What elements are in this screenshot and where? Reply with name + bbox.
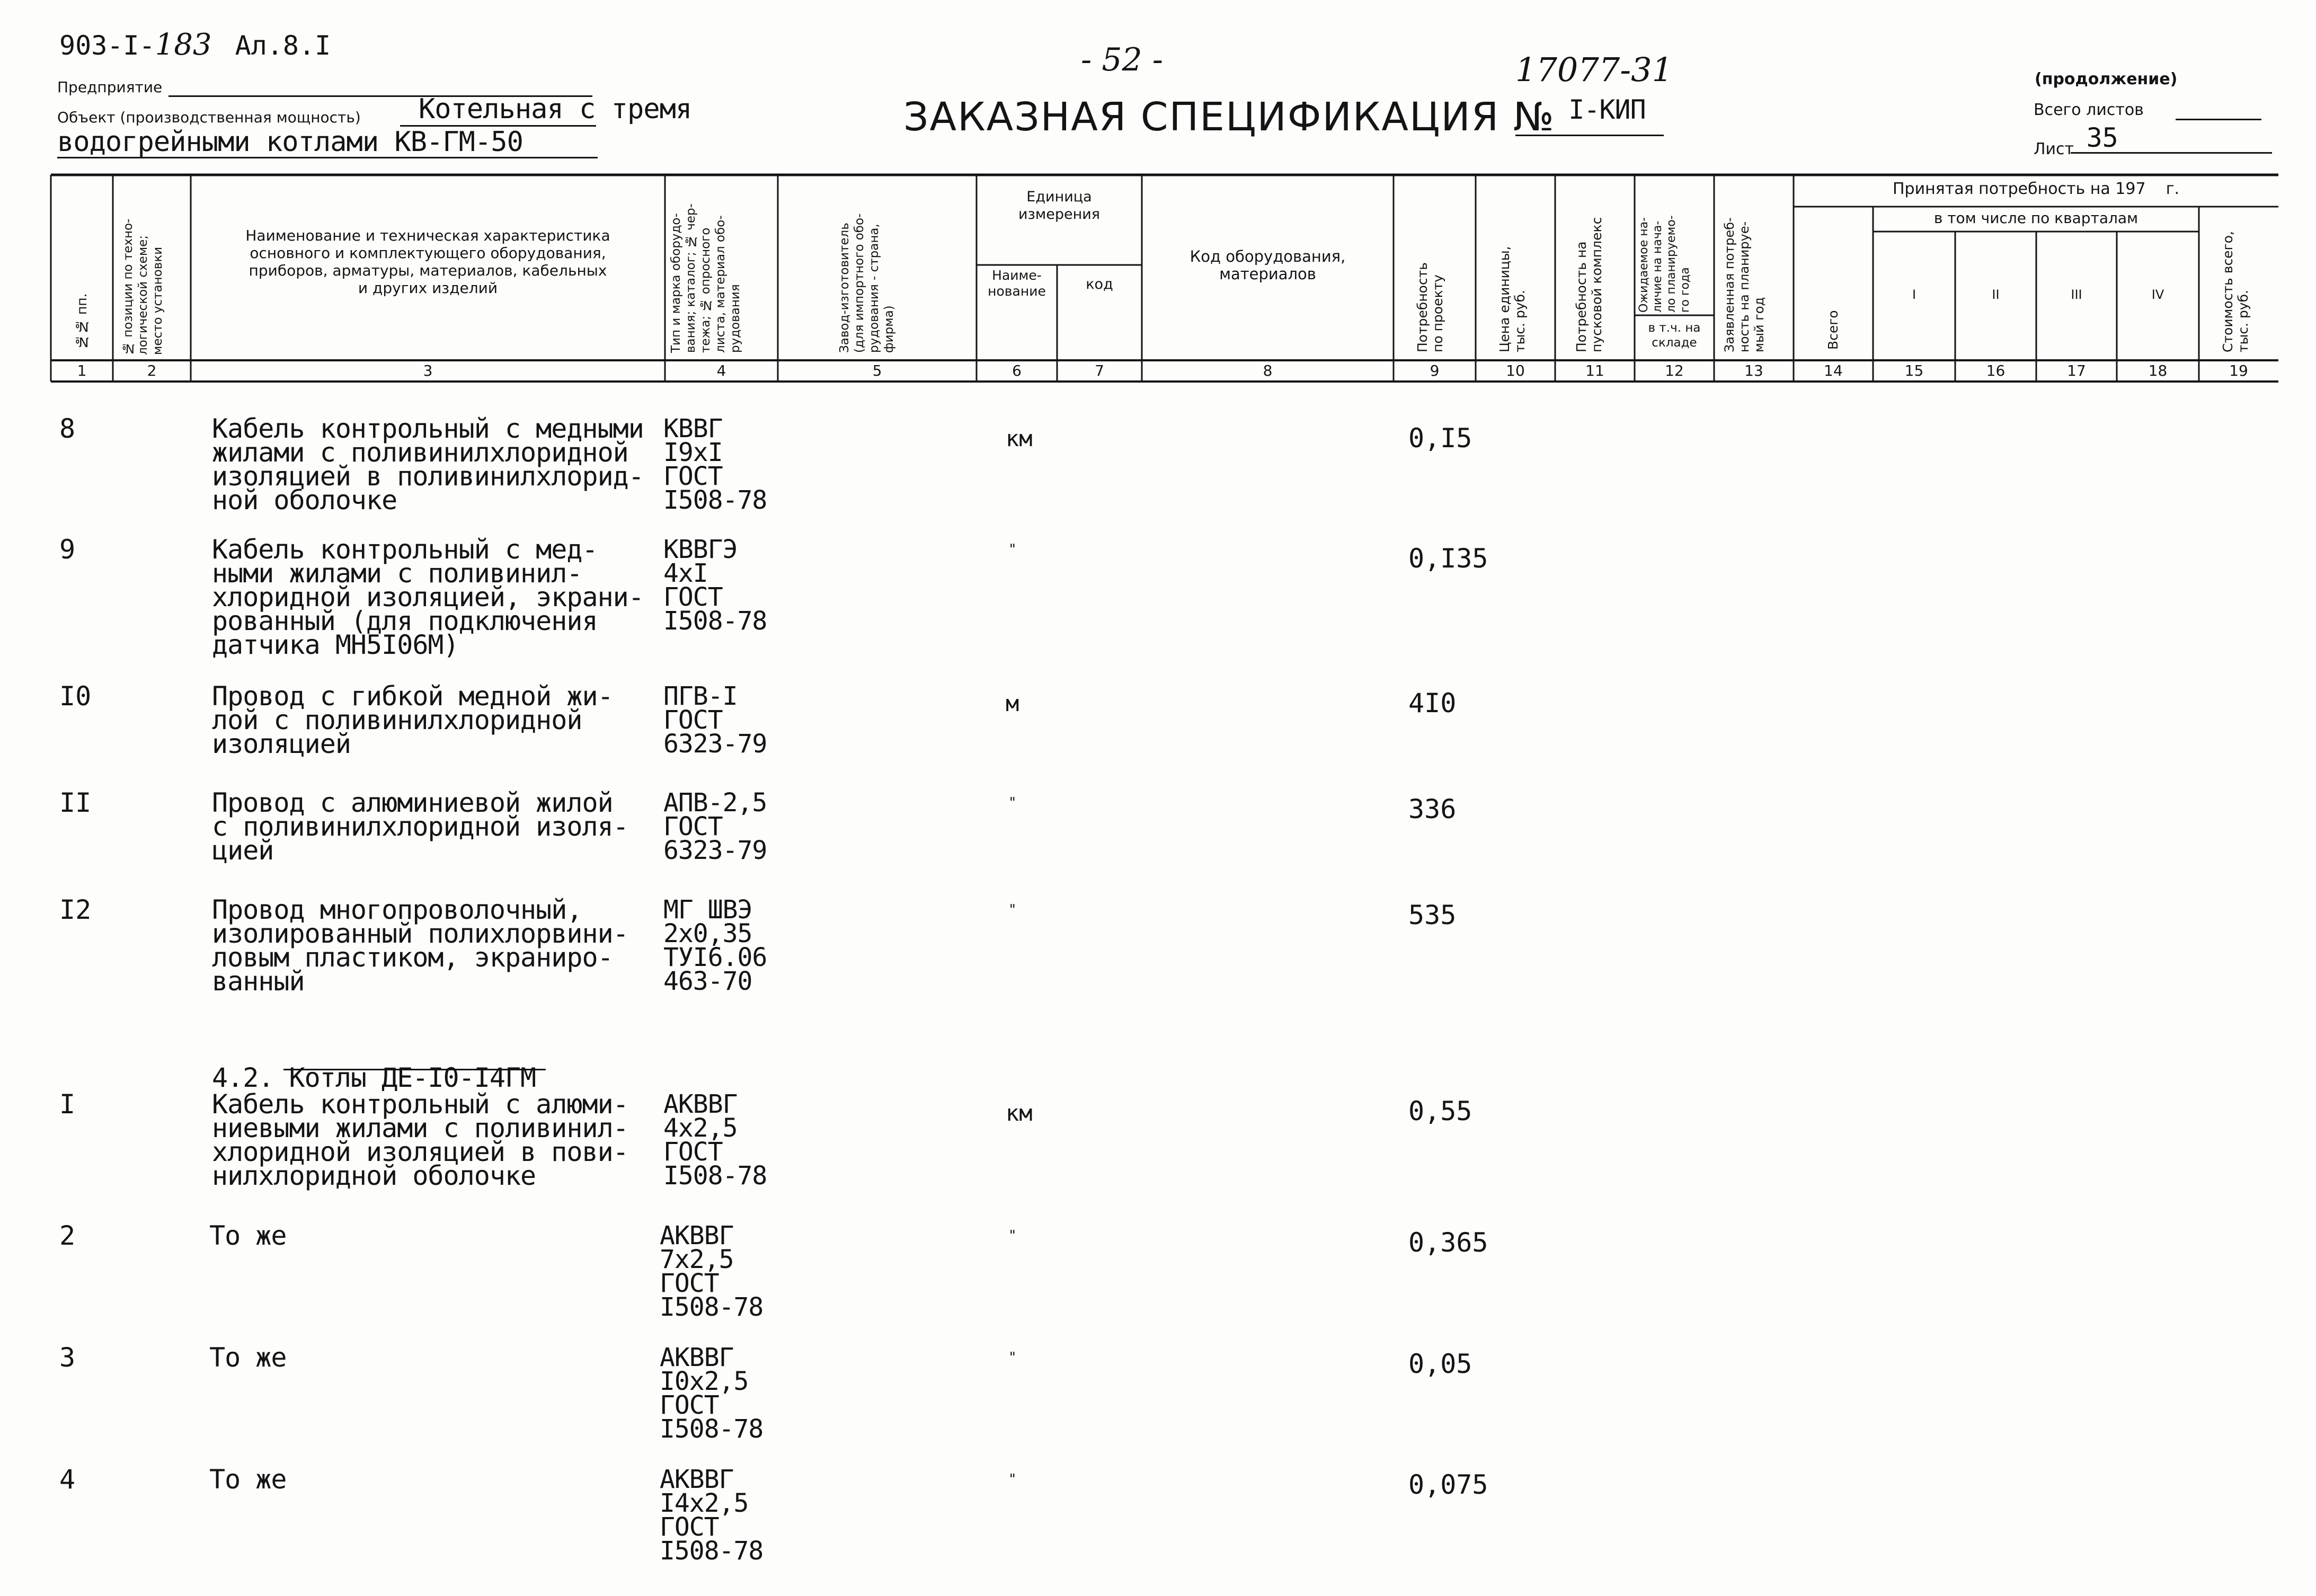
colnum-4: 4: [716, 362, 726, 379]
object-underline-2: [57, 157, 598, 158]
header-col-9: Потребность по проекту: [1415, 262, 1445, 352]
header-col-1: №№ пп.: [74, 293, 90, 350]
row-type: КВВГЭ 4xI ГОСТ I508-78: [663, 535, 767, 636]
header-col-12a: Ожидаемое на- личие на нача- ло планируемо- го года: [1637, 215, 1692, 313]
object-label: Объект (производственная мощность): [57, 109, 361, 126]
row-quantity: 4I0: [1408, 688, 1457, 719]
page-number: - 52 -: [1081, 41, 1164, 78]
row-quantity: 0,05: [1408, 1349, 1472, 1379]
header-col-7: код: [1086, 276, 1113, 292]
row-unit: ": [1008, 902, 1017, 918]
header-accepted: Принятая потребность на 197 г.: [1892, 180, 2180, 198]
colnum-16: 16: [1986, 362, 2006, 379]
row-number: I: [59, 1089, 76, 1120]
row-quantity: 0,55: [1408, 1096, 1472, 1127]
row-number: 8: [59, 413, 76, 444]
colnum-11: 11: [1585, 362, 1604, 379]
row-unit: ": [1008, 1350, 1017, 1366]
row-type: КВВГ I9xI ГОСТ I508-78: [663, 414, 767, 515]
row-number: II: [59, 787, 92, 818]
row-name: Кабель контрольный с мед- ными жилами с поливинил- хлоридной изоляцией, экрани- рованный (для подключения датчика МН5I06М): [212, 534, 644, 660]
row-name: Провод с гибкой медной жи- лой с поливинилхлоридной изоляцией: [212, 681, 613, 759]
colnum-6: 6: [1012, 362, 1022, 379]
row-quantity: 0,I35: [1408, 543, 1488, 574]
header-q2: II: [1992, 287, 2000, 302]
row-name: Кабель контрольный с алюми- ниевыми жилами с поливинил- хлоридной изоляцией в пови- нилхлоридной оболочке: [212, 1089, 628, 1191]
header-q1: I: [1912, 287, 1916, 302]
row-type: ПГВ-I ГОСТ 6323-79: [663, 681, 767, 759]
row-unit: км: [1006, 1100, 1033, 1126]
row-name: То же: [209, 1464, 287, 1495]
colnum-15: 15: [1904, 362, 1924, 379]
row-type: АКВВГ I4x2,5 ГОСТ I508-78: [660, 1465, 764, 1566]
colnum-9: 9: [1430, 362, 1440, 379]
section-title: 4.2. Котлы ДЕ-I0-I4ГМ: [212, 1062, 536, 1093]
row-unit: ": [1008, 542, 1017, 557]
row-quantity: 0,365: [1408, 1227, 1488, 1258]
row-unit: ": [1008, 795, 1017, 811]
row-name: То же: [209, 1220, 287, 1251]
header-q4: IV: [2151, 287, 2164, 302]
colnum-5: 5: [872, 362, 882, 379]
doc-code-handwritten: 183: [155, 28, 212, 62]
row-number: 9: [59, 534, 76, 565]
sheet: Лист 35: [2034, 130, 2272, 161]
header-col-14: Всего: [1825, 310, 1841, 350]
object-value-1: Котельная с тремя: [419, 93, 692, 125]
row-type: АКВВГ 4x2,5 ГОСТ I508-78: [663, 1089, 767, 1191]
row-unit: ": [1008, 1228, 1017, 1244]
doc-code-prefix: 903-I-: [59, 30, 155, 61]
colnum-8: 8: [1263, 362, 1273, 379]
header-q3: III: [2071, 287, 2082, 302]
total-sheets: Всего листов: [2034, 101, 2261, 119]
header-col-3: Наименование и техническая характеристика основного и комплектующего оборудования, приборов, арматуры, материалов, кабельных и других изделий: [245, 227, 610, 297]
row-name: Провод с алюминиевой жилой с поливинилхлоридной изоля- цией: [212, 787, 628, 866]
section-title-underline: [283, 1069, 546, 1070]
continuation-label: (продолжение): [2035, 70, 2178, 88]
header-quarters: в том числе по кварталам: [1933, 209, 2138, 227]
spec-title: [903, 94, 1646, 140]
row-quantity: 0,075: [1408, 1469, 1488, 1500]
header-col-6: Наиме- нование: [988, 268, 1046, 299]
colnum-1: 1: [77, 362, 87, 379]
header-unit-group: Единица измерения: [1018, 189, 1101, 223]
colnum-3: 3: [423, 362, 433, 379]
row-name: Провод многопроволочный, изолированный полихлорвини- ловым пластиком, экраниро- ванный: [212, 894, 628, 997]
enterprise-label: Предприятие: [57, 78, 592, 97]
sheet-underline: [2071, 152, 2272, 154]
row-name: Кабель контрольный с медными жилами с поливинилхлоридной изоляцией в поливинилхлорид- ной оболочке: [212, 413, 644, 516]
header-col-11: Потребность на пусковой комплекс: [1574, 217, 1604, 352]
row-unit: км: [1006, 425, 1033, 451]
row-number: I2: [59, 894, 92, 925]
sheet-number: 35: [2086, 122, 2118, 153]
row-number: 2: [59, 1220, 76, 1251]
row-unit: ": [1008, 1471, 1017, 1487]
colnum-2: 2: [147, 362, 157, 379]
header-col-4: Тип и марка оборудо- вания; каталог; № чер- тежа; № опросного листа, материал обо- рудования: [669, 203, 742, 353]
colnum-19: 19: [2229, 362, 2248, 379]
header-col-10: Цена единицы, тыс. руб.: [1497, 246, 1528, 352]
row-name: То же: [209, 1342, 287, 1373]
colnum-13: 13: [1744, 362, 1763, 379]
spec-number-underline: [1515, 135, 1664, 136]
registry-number: 17077-31: [1515, 50, 1673, 89]
row-type: АКВВГ 7x2,5 ГОСТ I508-78: [660, 1221, 764, 1322]
spec-number: I-КИП: [1568, 94, 1646, 125]
colnum-14: 14: [1824, 362, 1843, 379]
row-quantity: 535: [1408, 900, 1457, 930]
row-number: 3: [59, 1342, 76, 1373]
header-col-13: Заявленная потреб- ность на планируе- мый год: [1722, 217, 1767, 352]
row-unit: м: [1006, 690, 1019, 716]
header-col-5: Завод-изготовитель (для импортного обо- рудования - страна, фирма): [838, 213, 896, 353]
doc-album: Ал.8.I: [235, 30, 331, 61]
header-col-12b: в т.ч. на складе: [1648, 321, 1701, 350]
colnum-17: 17: [2067, 362, 2086, 379]
header-col-8: Код оборудования, материалов: [1190, 247, 1346, 283]
colnum-12: 12: [1665, 362, 1684, 379]
header-col-2: № позиции по техно- логической схеме; место установки: [121, 218, 165, 355]
row-number: I0: [59, 681, 92, 712]
row-type: АКВВГ I0x2,5 ГОСТ I508-78: [660, 1343, 764, 1444]
row-quantity: 336: [1408, 794, 1457, 824]
row-quantity: 0,I5: [1408, 423, 1472, 454]
spec-title-text: ЗАКАЗНАЯ СПЕЦИФИКАЦИЯ №: [903, 94, 1555, 140]
colnum-10: 10: [1506, 362, 1525, 379]
row-number: 4: [59, 1464, 76, 1495]
colnum-7: 7: [1095, 362, 1104, 379]
doc-code: [59, 28, 331, 62]
header-col-19: Стоимость всего, тыс. руб.: [2220, 231, 2251, 352]
total-sheets-underline: [2176, 119, 2261, 120]
row-type: МГ ШВЭ 2x0,35 ТУI6.06 463-70: [663, 895, 767, 996]
colnum-18: 18: [2148, 362, 2168, 379]
row-type: АПВ-2,5 ГОСТ 6323-79: [663, 788, 767, 865]
object-value-2: водогрейными котлами КВ-ГМ-50: [57, 126, 523, 158]
